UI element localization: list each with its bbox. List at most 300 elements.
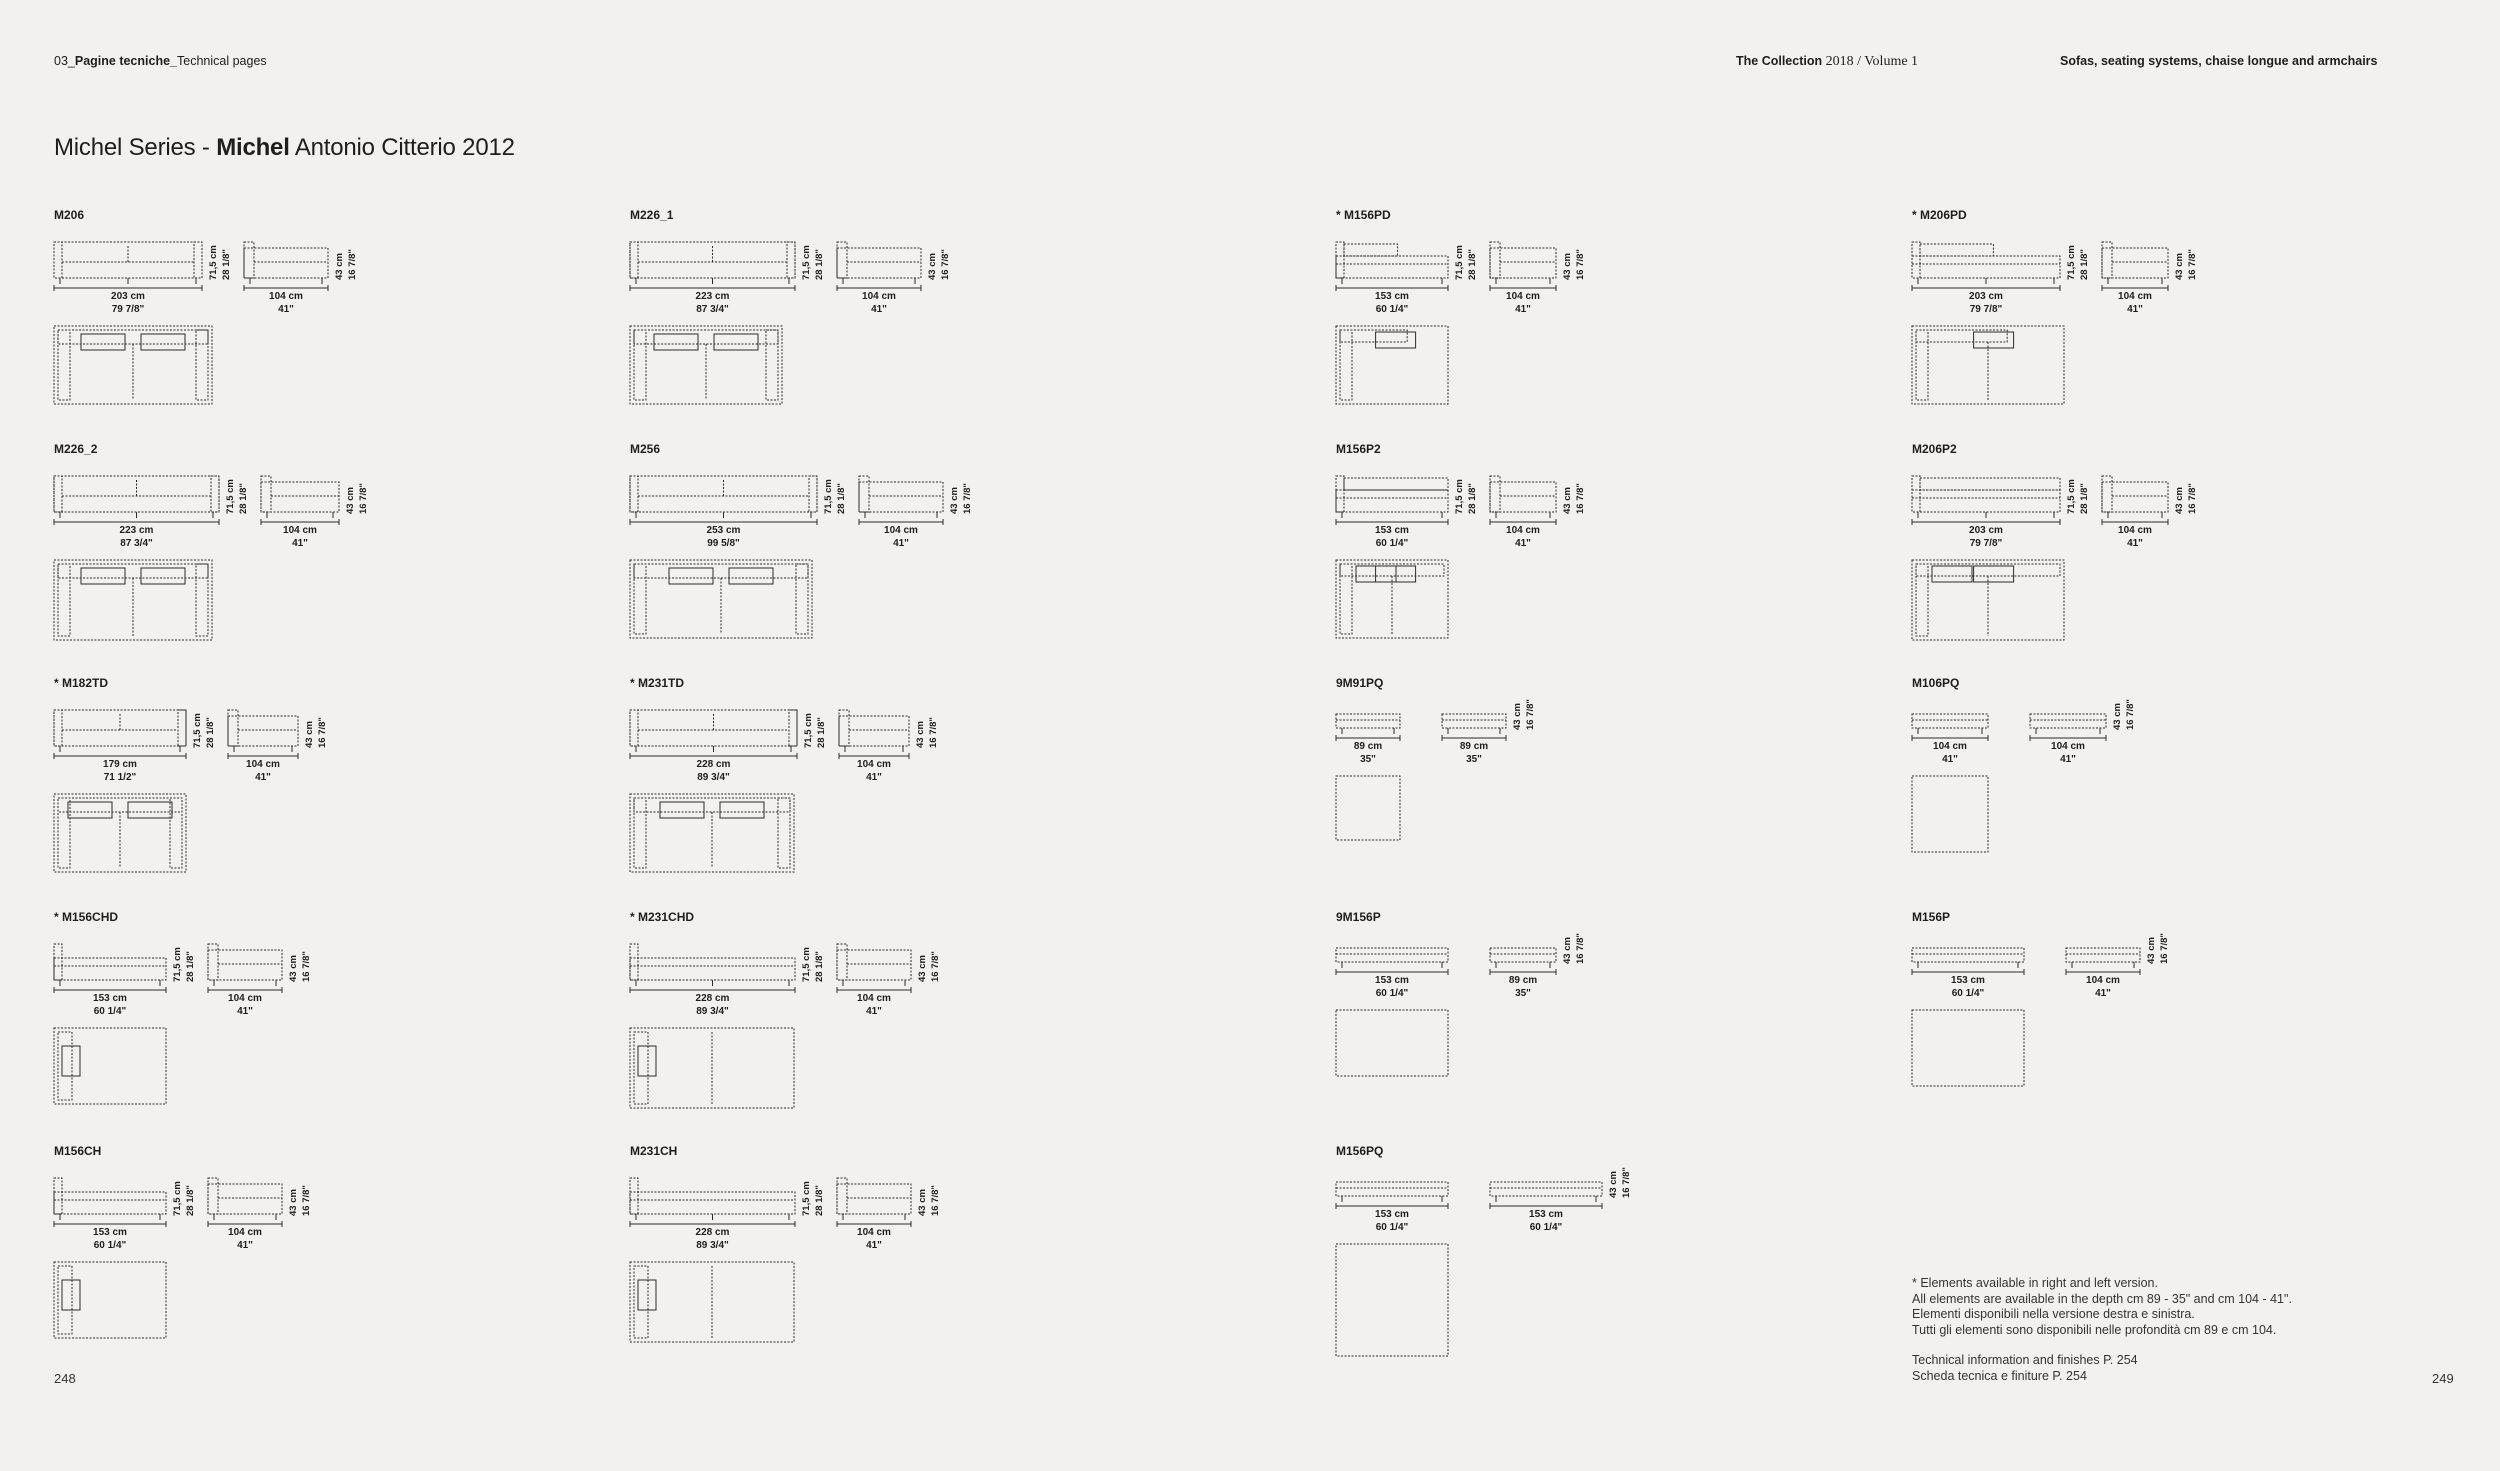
depth-label	[2028, 740, 2108, 766]
section-header	[54, 54, 267, 68]
plan-pillow	[729, 568, 773, 584]
width-label-cm: 203 cm	[1969, 291, 2003, 302]
plan-pillow	[141, 568, 185, 584]
height-label-inches: 28 1/8"	[814, 951, 825, 982]
width-label-cm: 223 cm	[695, 291, 730, 302]
seat-height-label-inches: 16 7/8"	[2187, 483, 2198, 514]
depth-label-inches: 41"	[2060, 754, 2076, 765]
seat-height-label: 43 cm	[2174, 487, 2185, 514]
depth-label-inches: 41"	[2127, 538, 2143, 549]
depth-label-inches: 35"	[1466, 754, 1482, 765]
page-number-right: 249	[2432, 1371, 2454, 1386]
width-label-inches: 60 1/4"	[1951, 988, 1985, 999]
page-title	[54, 134, 515, 162]
depth-label	[205, 1226, 285, 1252]
front-seat	[1912, 490, 2060, 512]
width-label-inches: 71 1/2"	[103, 772, 137, 783]
plan-pillow	[62, 1280, 80, 1310]
depth-label	[839, 290, 919, 316]
product-drawing	[1912, 230, 2500, 430]
height-label-inches: 28 1/8"	[221, 249, 232, 280]
product-m156ch	[54, 1144, 654, 1374]
width-label-cm: 228 cm	[695, 993, 730, 1004]
depth-label-inches: 41"	[893, 538, 909, 549]
width-label	[70, 1226, 150, 1252]
seat-height-label: 43 cm	[1562, 253, 1573, 280]
height-label-inches: 28 1/8"	[1467, 483, 1478, 514]
width-label-inches: 60 1/4"	[1375, 538, 1409, 549]
width-label-cm: 153 cm	[93, 993, 127, 1004]
depth-label-cm: 104 cm	[884, 525, 918, 536]
side-body	[228, 716, 298, 746]
width-label-inches: 60 1/4"	[93, 1006, 127, 1017]
front-arm-right	[194, 242, 202, 278]
side-body	[837, 1184, 911, 1214]
side-back	[859, 476, 869, 512]
plan-pillow	[1376, 332, 1416, 348]
seat-height-label: 43 cm	[917, 955, 928, 982]
depth-label	[834, 1226, 914, 1252]
seat-height-label-inches: 16 7/8"	[347, 249, 358, 280]
width-label-inches: 41"	[1942, 754, 1958, 765]
width-label-cm: 153 cm	[1951, 975, 1985, 986]
product-drawing	[1336, 464, 1936, 664]
plan-arm-right	[196, 330, 208, 400]
seat-height-label: 43 cm	[288, 1189, 299, 1216]
section-separator: _	[170, 54, 177, 68]
front-body	[1336, 714, 1400, 728]
width-label	[70, 992, 150, 1018]
depth-label	[1483, 974, 1563, 1000]
side-back	[228, 710, 238, 746]
plan-pillow	[714, 334, 758, 350]
side-body	[837, 248, 921, 278]
product-m231chd	[630, 910, 1230, 1140]
height-label-inches: 28 1/8"	[238, 483, 249, 514]
product-name: Michel	[216, 134, 290, 161]
depth-label-inches: 41"	[278, 304, 294, 315]
width-label-cm: 153 cm	[1375, 525, 1409, 536]
height-label-inches: 28 1/8"	[205, 717, 216, 748]
front-seat	[630, 1192, 795, 1214]
product-drawing	[1336, 698, 1936, 898]
height-label: 71,5 cm	[208, 245, 219, 280]
depth-label	[1483, 524, 1563, 550]
product-m156pd	[1336, 208, 1936, 438]
seat-height-label-inches: 16 7/8"	[2159, 933, 2170, 964]
product-drawing	[54, 932, 654, 1132]
note-line: * Elements available in right and left version.	[1912, 1276, 2158, 1290]
plan-arm	[1916, 330, 1928, 400]
plan-outline	[1336, 326, 1448, 404]
depth-label	[205, 992, 285, 1018]
width-label-inches: 60 1/4"	[1375, 988, 1409, 999]
note-line: Scheda tecnica e finiture P. 254	[1912, 1368, 2087, 1383]
depth-label-cm: 89 cm	[1459, 741, 1489, 752]
plan-pillow	[720, 802, 764, 818]
seat-height-label: 43 cm	[1562, 487, 1573, 514]
side-back	[837, 242, 847, 278]
seat-height-label: 43 cm	[304, 721, 315, 748]
width-label	[1352, 974, 1432, 1000]
front-arm-right	[178, 710, 186, 746]
width-label-inches: 99 5/8"	[707, 538, 740, 549]
depth-label-cm: 104 cm	[857, 1227, 891, 1238]
plan-back	[634, 1032, 648, 1104]
front-arm	[54, 944, 62, 980]
plan-pillow	[1974, 566, 2014, 582]
front-arm	[54, 1178, 62, 1214]
front-arm	[1336, 242, 1344, 278]
designer-label: Antonio Citterio 2012	[289, 134, 515, 161]
height-label-inches: 28 1/8"	[836, 483, 847, 514]
seat-height-label-inches: 16 7/8"	[358, 483, 369, 514]
width-label-inches: 89 3/4"	[696, 1006, 729, 1017]
product-m156p	[1912, 910, 2500, 1140]
side-body	[2102, 482, 2168, 512]
plan-arm	[1916, 564, 1928, 636]
depth-label-cm: 104 cm	[857, 993, 891, 1004]
plan-pillow	[660, 802, 704, 818]
front-arm-right	[789, 710, 797, 746]
plan-arm-left	[58, 564, 70, 636]
product-code: M106PQ	[1912, 676, 1960, 690]
plan-back	[634, 798, 790, 812]
plan-outline	[1912, 776, 1988, 852]
seat-height-label-inches: 16 7/8"	[2187, 249, 2198, 280]
depth-label	[834, 992, 914, 1018]
front-back	[1344, 478, 1448, 490]
depth-label-inches: 41"	[237, 1006, 253, 1017]
section-title-en: Technical pages	[177, 54, 267, 68]
height-label: 71,5 cm	[225, 479, 236, 514]
product-m156p2	[1336, 442, 1936, 672]
width-label-inches: 89 3/4"	[697, 772, 730, 783]
depth-label-cm: 104 cm	[246, 759, 280, 770]
plan-pillow	[62, 1046, 80, 1076]
seat-height-label: 43 cm	[949, 487, 960, 514]
width-label	[1946, 524, 2026, 550]
height-label: 71,5 cm	[172, 947, 183, 982]
plan-outline	[1336, 776, 1400, 840]
depth-label	[1483, 290, 1563, 316]
seat-height-label-inches: 16 7/8"	[317, 717, 328, 748]
side-body	[2102, 248, 2168, 278]
width-label-inches: 87 3/4"	[696, 304, 729, 315]
seat-height-label-inches: 16 7/8"	[928, 717, 939, 748]
section-title-it: Pagine tecniche	[74, 54, 171, 68]
plan-arm	[1340, 330, 1352, 400]
side-body	[1490, 248, 1556, 278]
front-body	[1912, 948, 2024, 962]
seat-height-label: 43 cm	[1512, 703, 1523, 730]
width-label	[1328, 740, 1408, 766]
plan-back	[58, 1266, 72, 1334]
plan-arm-right	[778, 798, 790, 868]
width-label-inches: 79 7/8"	[111, 304, 145, 315]
section-number: 03_	[54, 54, 75, 68]
side-body	[261, 482, 339, 512]
plan-arm-left	[634, 564, 646, 634]
product-code: M156P2	[1336, 442, 1381, 456]
height-label: 71,5 cm	[1454, 245, 1465, 280]
depth-label-cm: 153 cm	[1529, 1209, 1563, 1220]
product-9m91pq	[1336, 676, 1936, 906]
depth-label-cm: 104 cm	[1506, 525, 1540, 536]
depth-label	[861, 524, 941, 550]
width-label	[673, 992, 753, 1018]
product-code: M256	[630, 442, 661, 456]
depth-label-cm: 104 cm	[857, 759, 891, 770]
product-code: * M231CHD	[630, 910, 695, 924]
seat-height-label-inches: 16 7/8"	[1575, 933, 1586, 964]
depth-label-cm: 104 cm	[862, 291, 896, 302]
width-label-inches: 87 3/4"	[120, 538, 153, 549]
plan-back	[58, 798, 182, 812]
seat-height-label-inches: 16 7/8"	[930, 951, 941, 982]
height-label-inches: 28 1/8"	[2079, 483, 2090, 514]
height-label-inches: 28 1/8"	[814, 249, 825, 280]
seat-height-label-inches: 16 7/8"	[1575, 483, 1586, 514]
depth-label-cm: 104 cm	[283, 525, 317, 536]
height-label-inches: 28 1/8"	[814, 1185, 825, 1216]
seat-height-label: 43 cm	[288, 955, 299, 982]
seat-height-label: 43 cm	[334, 253, 345, 280]
plan-pillow	[638, 1046, 656, 1076]
product-m231td	[630, 676, 1230, 906]
plan-pillow	[638, 1280, 656, 1310]
front-arm	[1336, 476, 1344, 512]
note-line: Tutti gli elementi sono disponibili nelle profondità cm 89 e cm 104.	[1912, 1322, 2277, 1337]
product-m2262	[54, 442, 654, 672]
width-label-cm: 228 cm	[695, 1227, 730, 1238]
plan-outline	[1336, 1244, 1448, 1356]
depth-label-inches: 41"	[2127, 304, 2143, 315]
front-arm-left	[630, 476, 638, 512]
product-m2261	[630, 208, 1230, 438]
height-label-inches: 28 1/8"	[185, 1185, 196, 1216]
depth-label	[1506, 1208, 1586, 1234]
product-code: M156CH	[54, 1144, 102, 1158]
product-m256	[630, 442, 1230, 672]
series-label: Michel Series -	[54, 134, 217, 161]
depth-label	[260, 524, 340, 550]
product-code: * M231TD	[630, 676, 685, 690]
depth-label	[1434, 740, 1514, 766]
product-code: M156P	[1912, 910, 1951, 924]
product-code: * M206PD	[1912, 208, 1967, 222]
side-back	[208, 944, 218, 980]
front-arm	[1912, 476, 1920, 512]
height-label: 71,5 cm	[192, 713, 203, 748]
seat-height-label: 43 cm	[2112, 703, 2123, 730]
product-drawing	[1912, 698, 2500, 898]
front-seat	[54, 1192, 166, 1214]
depth-label-inches: 41"	[2095, 988, 2111, 999]
front-body	[1912, 714, 1988, 728]
width-label	[1352, 1208, 1432, 1234]
side-back	[2102, 242, 2112, 278]
seat-height-label-inches: 16 7/8"	[2125, 699, 2136, 730]
product-m106pq	[1912, 676, 2500, 906]
product-drawing	[630, 464, 1230, 664]
width-label	[1910, 740, 1990, 766]
height-label: 71,5 cm	[2066, 479, 2077, 514]
height-label: 71,5 cm	[803, 713, 814, 748]
side-body	[839, 716, 909, 746]
height-label: 71,5 cm	[801, 947, 812, 982]
depth-label	[2095, 290, 2175, 316]
depth-label-inches: 35"	[1515, 988, 1531, 999]
side-back	[837, 944, 847, 980]
seat-height-label: 43 cm	[1608, 1171, 1619, 1198]
product-code: M206P2	[1912, 442, 1957, 456]
product-m231ch	[630, 1144, 1230, 1374]
width-label-cm: 104 cm	[1933, 741, 1967, 752]
width-label-cm: 179 cm	[103, 759, 137, 770]
depth-label-inches: 41"	[292, 538, 308, 549]
depth-label-inches: 41"	[1515, 304, 1531, 315]
product-code: 9M91PQ	[1336, 676, 1384, 690]
plan-arm-right	[766, 330, 778, 400]
width-label	[1352, 524, 1432, 550]
plan-arm-right	[796, 564, 808, 634]
front-seat	[54, 958, 166, 980]
front-back	[1344, 244, 1398, 256]
front-seat	[1336, 256, 1448, 278]
width-label-inches: 60 1/4"	[93, 1240, 127, 1251]
side-back	[1490, 476, 1500, 512]
product-drawing	[1912, 932, 2500, 1132]
plan-pillow	[81, 334, 125, 350]
width-label-cm: 153 cm	[1375, 975, 1409, 986]
plan-back	[634, 330, 778, 344]
seat-height-label-inches: 16 7/8"	[301, 1185, 312, 1216]
front-back	[1920, 478, 2060, 490]
width-label-inches: 60 1/4"	[1375, 304, 1409, 315]
plan-arm-left	[58, 330, 70, 400]
plan-pillow	[141, 334, 185, 350]
product-code: 9M156P	[1336, 910, 1381, 924]
note-line: All elements are available in the depth cm 89 - 35" and cm 104 - 41".	[1912, 1291, 2292, 1306]
front-arm-left	[630, 710, 638, 746]
plan-pillow	[669, 568, 713, 584]
depth-label-cm: 104 cm	[269, 291, 303, 302]
seat-height-label-inches: 16 7/8"	[1525, 699, 1536, 730]
width-label-inches: 79 7/8"	[1969, 538, 2003, 549]
depth-label-cm: 104 cm	[228, 993, 262, 1004]
side-body	[1490, 948, 1556, 962]
side-back	[837, 1178, 847, 1214]
depth-label-inches: 60 1/4"	[1529, 1222, 1563, 1233]
product-drawing	[54, 1166, 654, 1366]
product-m156chd	[54, 910, 654, 1140]
height-label: 71,5 cm	[172, 1181, 183, 1216]
front-arm-left	[630, 242, 638, 278]
height-label: 71,5 cm	[823, 479, 834, 514]
front-arm-left	[54, 242, 62, 278]
plan-outline	[54, 1028, 166, 1104]
seat-height-label: 43 cm	[2174, 253, 2185, 280]
width-label-cm: 153 cm	[93, 1227, 127, 1238]
depth-label-inches: 41"	[237, 1240, 253, 1251]
product-m206p2	[1912, 442, 2500, 672]
height-label: 71,5 cm	[801, 1181, 812, 1216]
width-label	[88, 290, 168, 316]
plan-outline	[1912, 560, 2064, 640]
product-drawing	[1336, 230, 1936, 430]
width-label-inches: 79 7/8"	[1969, 304, 2003, 315]
seat-height-label-inches: 16 7/8"	[301, 951, 312, 982]
side-body	[1490, 482, 1556, 512]
height-label: 71,5 cm	[2066, 245, 2077, 280]
depth-label-cm: 104 cm	[1506, 291, 1540, 302]
seat-height-label-inches: 16 7/8"	[1575, 249, 1586, 280]
side-back	[1490, 242, 1500, 278]
width-label	[97, 524, 177, 550]
plan-pillow	[128, 802, 172, 818]
product-code: M156PQ	[1336, 1144, 1384, 1158]
side-back	[2102, 476, 2112, 512]
product-code: M226_2	[54, 442, 98, 456]
product-code: * M156PD	[1336, 208, 1391, 222]
product-drawing	[1912, 464, 2500, 664]
depth-label-inches: 41"	[1515, 538, 1531, 549]
side-back	[261, 476, 271, 512]
seat-height-label: 43 cm	[927, 253, 938, 280]
product-9m156p	[1336, 910, 1936, 1140]
depth-label-cm: 104 cm	[228, 1227, 262, 1238]
front-body	[1336, 948, 1448, 962]
height-label-inches: 28 1/8"	[2079, 249, 2090, 280]
depth-label-inches: 41"	[866, 772, 882, 783]
plan-outline	[1912, 1010, 2024, 1086]
product-code: M231CH	[630, 1144, 678, 1158]
depth-label-cm: 104 cm	[2118, 291, 2152, 302]
plan-arm-left	[634, 330, 646, 400]
note-line: Technical information and finishes P. 254	[1912, 1353, 2138, 1367]
height-label: 71,5 cm	[801, 245, 812, 280]
width-label-cm: 153 cm	[1375, 1209, 1409, 1220]
front-arm	[1912, 242, 1920, 278]
width-label	[684, 524, 764, 550]
product-code: * M182TD	[54, 676, 109, 690]
product-code: * M156CHD	[54, 910, 119, 924]
front-back	[1920, 244, 1993, 256]
plan-arm-right	[196, 564, 208, 636]
plan-back	[58, 1032, 72, 1100]
width-label	[674, 758, 754, 784]
seat-height-label: 43 cm	[2146, 937, 2157, 964]
width-label-cm: 223 cm	[119, 525, 154, 536]
front-seat	[630, 958, 795, 980]
width-label-cm: 253 cm	[706, 525, 741, 536]
product-code: M206	[54, 208, 85, 222]
seat-height-label: 43 cm	[345, 487, 356, 514]
plan-arm-left	[634, 798, 646, 868]
front-arm-left	[54, 476, 62, 512]
category-header	[2060, 54, 2378, 68]
plan-pillow	[81, 568, 125, 584]
depth-label-inches: 41"	[866, 1006, 882, 1017]
front-seat	[1912, 256, 2060, 278]
product-m206	[54, 208, 654, 438]
depth-label	[834, 758, 914, 784]
front-arm-right	[787, 242, 795, 278]
seat-height-label: 43 cm	[915, 721, 926, 748]
plan-outline	[1336, 1010, 1448, 1076]
depth-label-cm: 104 cm	[2086, 975, 2120, 986]
